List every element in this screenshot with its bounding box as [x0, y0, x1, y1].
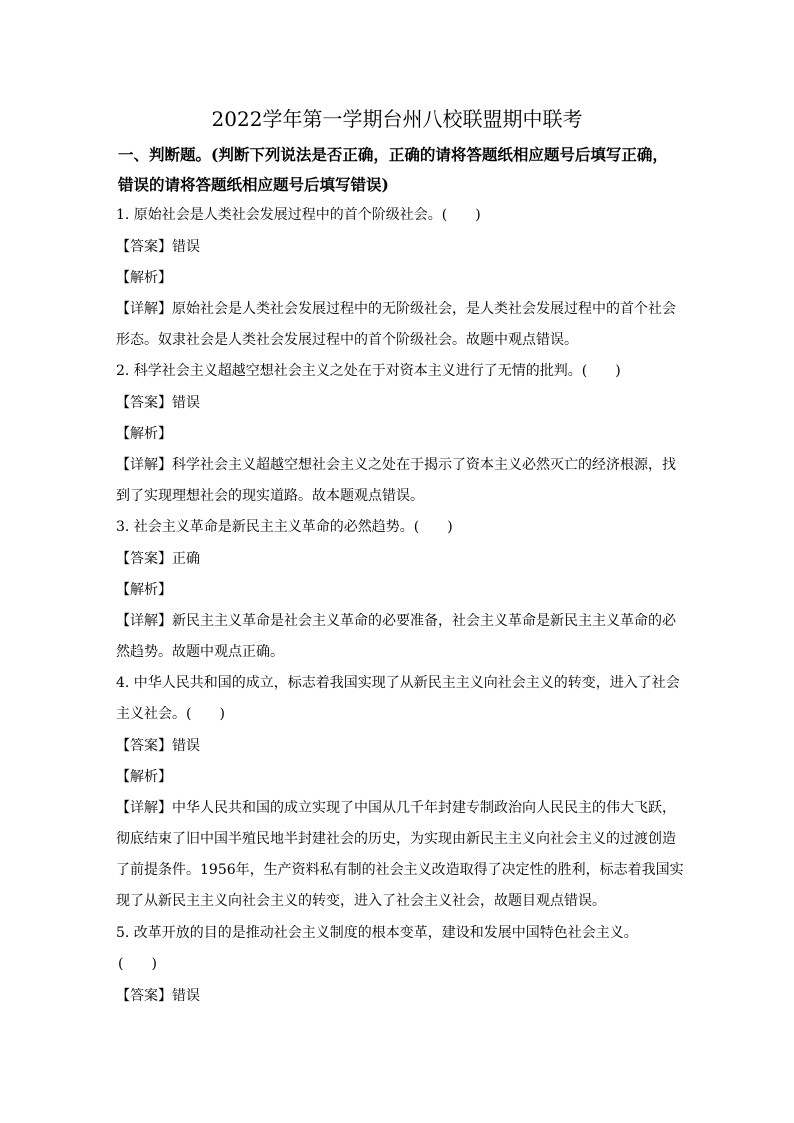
question-3-analysis: 【解析】 — [116, 582, 172, 598]
question-3-detail-line: 【详解】新民主主义革命是社会主义革命的必要准备，社会主义革命是新民主主义革命的必 — [116, 613, 676, 629]
question-2-stem: 2. 科学社会主义超越空想社会主义之处在于对资本主义进行了无情的批判。( ) — [116, 363, 621, 379]
page-title: 2022学年第一学期台州八校联盟期中联考 — [211, 107, 583, 131]
question-5-stem: 5. 改革开放的目的是推动社会主义制度的根本变革，建设和发展中国特色社会主义。 — [116, 925, 638, 941]
question-1-detail-line: 形态。奴隶社会是人类社会发展过程中的首个阶级社会。故题中观点错误。 — [116, 332, 578, 348]
question-3-detail-line: 然趋势。故题中观点正确。 — [116, 644, 284, 660]
question-4-detail-line: 了前提条件。1956年，生产资料私有制的社会主义改造取得了决定性的胜利，标志着我国实 — [116, 862, 684, 878]
question-4-analysis: 【解析】 — [116, 769, 172, 785]
section-heading-line-2: 错误的请将答题纸相应题号后填写错误) — [118, 175, 389, 194]
question-2-answer: 【答案】错误 — [116, 395, 200, 411]
question-1-analysis: 【解析】 — [116, 270, 172, 286]
section-heading-line-1: 一、判断题。(判断下列说法是否正确，正确的请将答题纸相应题号后填写正确， — [118, 145, 668, 164]
question-2-analysis: 【解析】 — [116, 426, 172, 442]
question-1-stem: 1. 原始社会是人类社会发展过程中的首个阶级社会。( ) — [116, 207, 481, 223]
question-3-answer: 【答案】正确 — [116, 551, 200, 567]
question-4-answer: 【答案】错误 — [116, 738, 200, 754]
question-5-answer: 【答案】错误 — [116, 988, 200, 1004]
question-4-stem: 主义社会。( ) — [116, 706, 225, 722]
question-2-detail-line: 【详解】科学社会主义超越空想社会主义之处在于揭示了资本主义必然灭亡的经济根源，找 — [116, 457, 676, 473]
question-1-answer: 【答案】错误 — [116, 239, 200, 255]
question-1-detail-line: 【详解】原始社会是人类社会发展过程中的无阶级社会，是人类社会发展过程中的首个社会 — [116, 301, 676, 317]
question-4-stem: 4. 中华人民共和国的成立，标志着我国实现了从新民主主义向社会主义的转变，进入了社会 — [116, 675, 680, 691]
question-2-detail-line: 到了实现理想社会的现实道路。故本题观点错误。 — [116, 488, 424, 504]
question-4-detail-line: 【详解】中华人民共和国的成立实现了中国从几千年封建专制政治向人民民主的伟大飞跃， — [116, 800, 676, 816]
question-4-detail-line: 彻底结束了旧中国半殖民地半封建社会的历史，为实现由新民主主义向社会主义的过渡创造 — [116, 831, 676, 847]
question-5-stem: ( ) — [118, 956, 157, 972]
question-4-detail-line: 现了从新民主主义向社会主义的转变，进入了社会主义社会，故题目观点错误。 — [116, 893, 606, 909]
question-3-stem: 3. 社会主义革命是新民主主义革命的必然趋势。( ) — [116, 519, 453, 535]
